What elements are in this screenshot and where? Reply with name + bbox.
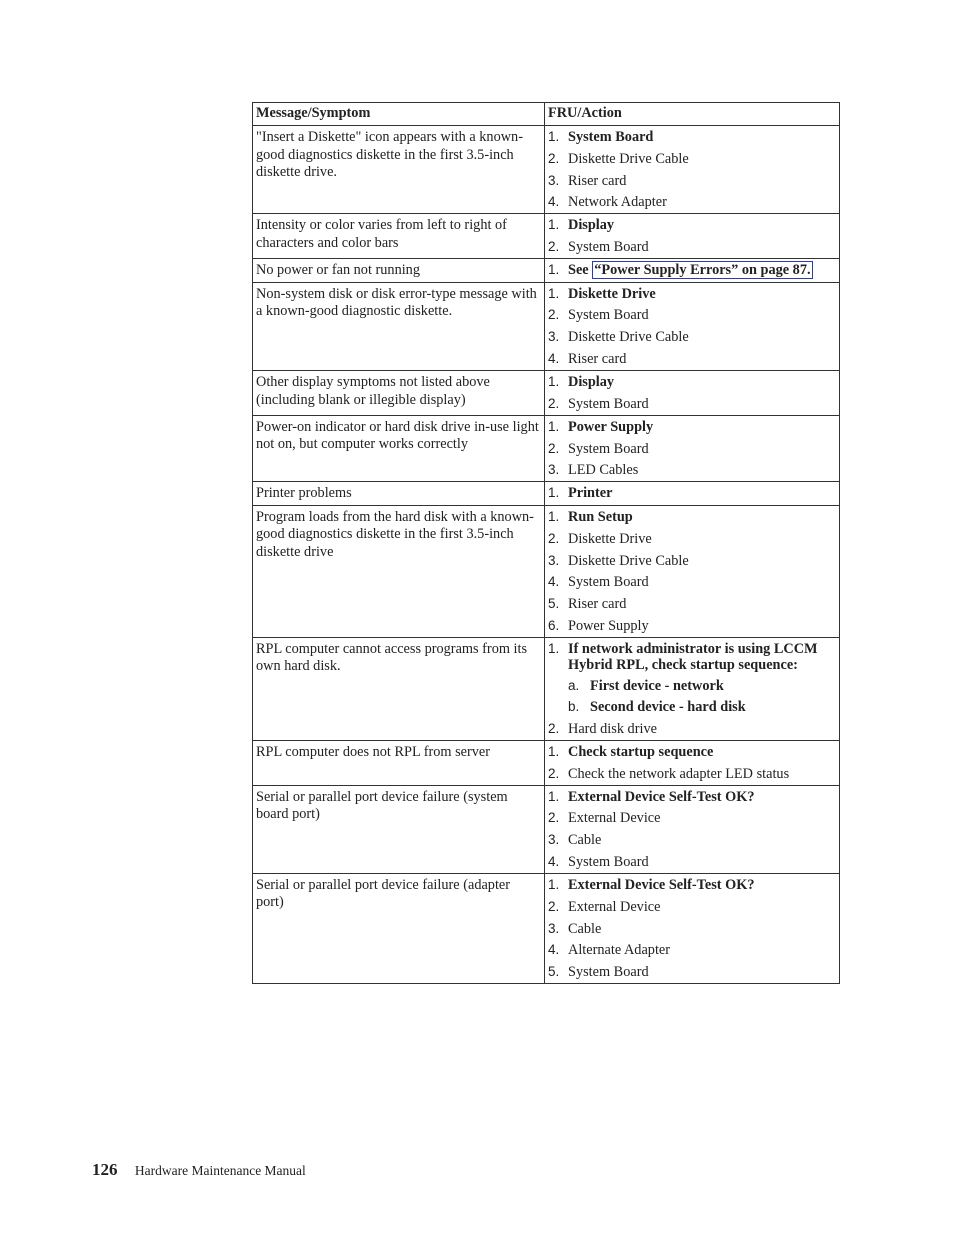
action-number: 2. — [548, 720, 560, 736]
symptom-cell: Serial or parallel port device failure (adapter port) — [253, 873, 545, 983]
action-number: 2. — [548, 307, 560, 323]
action-number: 3. — [548, 920, 560, 936]
action-body — [568, 596, 835, 612]
action-list — [548, 641, 835, 737]
action-number: 5. — [548, 596, 560, 612]
action-item — [548, 942, 835, 958]
action-list — [548, 129, 835, 210]
action-text: External Device Self-Test OK? — [568, 876, 755, 893]
action-cell — [545, 214, 840, 259]
action-text: Run Setup — [568, 508, 633, 525]
action-number: 6. — [548, 617, 560, 633]
action-number: 1. — [548, 285, 560, 301]
action-item — [548, 641, 835, 715]
action-body — [568, 574, 835, 590]
table-row — [253, 259, 840, 283]
symptom-cell: "Insert a Diskette" icon appears with a known-good diagnostics diskette in the first 3.5-inch diskette drive. — [253, 126, 545, 214]
action-item — [548, 374, 835, 390]
sub-action-item — [568, 699, 835, 715]
action-item — [548, 618, 835, 634]
action-body — [568, 129, 835, 145]
action-list — [548, 217, 835, 255]
symptom-cell: Printer problems — [253, 482, 545, 506]
action-text: Cable — [568, 832, 602, 849]
action-text: Printer — [568, 485, 613, 502]
action-number: 5. — [548, 964, 560, 980]
action-item — [548, 766, 835, 782]
action-item — [548, 173, 835, 189]
action-body — [568, 921, 835, 937]
action-text: Display — [568, 374, 615, 391]
action-body — [568, 832, 835, 848]
manual-title: Hardware Maintenance Manual — [134, 1163, 306, 1178]
action-number: 2. — [548, 239, 560, 255]
action-text: Diskette Drive — [568, 285, 656, 302]
sub-action-text: Second device - hard disk — [590, 698, 746, 715]
action-text: If network administrator is using LCCM Hybrid RPL, check startup sequence: — [568, 640, 818, 673]
action-item — [548, 832, 835, 848]
action-body — [568, 509, 835, 525]
action-text: Power Supply — [568, 617, 649, 634]
action-body — [568, 173, 835, 189]
sub-action-text: First device - network — [590, 677, 724, 694]
action-item — [548, 509, 835, 525]
table-row — [253, 505, 840, 637]
action-body — [568, 307, 835, 323]
action-body — [568, 419, 835, 435]
action-number: 3. — [548, 832, 560, 848]
action-body — [568, 854, 835, 870]
action-cell — [545, 371, 840, 416]
action-item — [548, 441, 835, 457]
action-item — [548, 462, 835, 478]
action-number: 1. — [548, 129, 560, 144]
action-text: System Board — [568, 395, 649, 412]
action-list — [548, 744, 835, 782]
action-item — [548, 396, 835, 412]
action-item — [548, 531, 835, 547]
action-number: 2. — [548, 530, 560, 546]
action-body — [568, 462, 835, 478]
action-number: 2. — [548, 440, 560, 456]
action-number: 1. — [548, 217, 560, 233]
action-text: External Device — [568, 898, 661, 915]
table-row — [253, 282, 840, 370]
action-item — [548, 789, 835, 805]
action-item — [548, 419, 835, 435]
action-text: Diskette Drive Cable — [568, 329, 689, 346]
action-text: Cable — [568, 920, 602, 937]
action-item — [548, 964, 835, 980]
action-cell — [545, 282, 840, 370]
action-body — [568, 618, 835, 634]
action-text: Diskette Drive Cable — [568, 552, 689, 569]
action-text: System Board — [568, 964, 649, 981]
action-body — [568, 810, 835, 826]
symptom-cell: RPL computer cannot access programs from its own hard disk. — [253, 637, 545, 740]
action-number: 2. — [548, 898, 560, 914]
column-header-fru-action: FRU/Action — [545, 103, 840, 126]
action-number: 2. — [548, 765, 560, 781]
table-row — [253, 637, 840, 740]
action-number: 3. — [548, 329, 560, 345]
action-text: Alternate Adapter — [568, 942, 671, 959]
action-item — [548, 877, 835, 893]
action-text: System Board — [568, 129, 654, 145]
action-cell — [545, 126, 840, 214]
action-body — [568, 217, 835, 233]
action-item — [548, 921, 835, 937]
table-row — [253, 415, 840, 482]
action-body — [568, 485, 835, 501]
action-number: 1. — [548, 262, 560, 278]
action-text: See — [568, 262, 589, 279]
table-row — [253, 371, 840, 416]
action-text: Check the network adapter LED status — [568, 765, 790, 782]
action-item — [548, 194, 835, 210]
action-number: 4. — [548, 194, 560, 210]
action-list — [548, 789, 835, 870]
action-body — [568, 721, 835, 737]
action-text: System Board — [568, 574, 649, 591]
symptom-cell: Power-on indicator or hard disk drive in-use light not on, but computer works correctly — [253, 415, 545, 482]
table-header-row — [253, 103, 840, 126]
action-number: 1. — [548, 508, 560, 524]
sub-action-letter: b. — [568, 698, 580, 714]
symptom-cell: Serial or parallel port device failure (system board port) — [253, 785, 545, 873]
action-cell — [545, 873, 840, 983]
table-row — [253, 214, 840, 259]
column-header-symptom: Message/Symptom — [253, 103, 545, 126]
action-text: External Device Self-Test OK? — [568, 788, 755, 805]
sub-action-letter: a. — [568, 677, 580, 693]
action-number: 1. — [548, 485, 560, 501]
table-row — [253, 126, 840, 214]
action-number: 4. — [548, 574, 560, 590]
action-number: 1. — [548, 418, 560, 434]
action-body — [568, 441, 835, 457]
action-cell — [545, 740, 840, 785]
action-text: Hard disk drive — [568, 720, 657, 737]
action-item — [548, 899, 835, 915]
action-item — [548, 217, 835, 233]
action-item — [548, 151, 835, 167]
action-number: 1. — [548, 640, 560, 656]
table-body — [253, 126, 840, 984]
action-cell — [545, 505, 840, 637]
action-number: 1. — [548, 374, 560, 390]
action-text: Display — [568, 217, 615, 234]
action-body — [568, 286, 835, 302]
action-text: Riser card — [568, 351, 627, 368]
action-text: System Board — [568, 239, 649, 256]
action-body — [568, 151, 835, 167]
action-item — [548, 721, 835, 737]
action-number: 4. — [548, 351, 560, 367]
action-body — [568, 396, 835, 412]
action-text: System Board — [568, 440, 649, 457]
action-body — [568, 194, 835, 210]
action-body — [568, 744, 835, 760]
action-item — [548, 307, 835, 323]
sub-action-item — [568, 678, 835, 694]
action-item — [548, 129, 835, 145]
action-body — [568, 877, 835, 893]
table-row — [253, 740, 840, 785]
action-text: System Board — [568, 853, 649, 870]
action-text: System Board — [568, 307, 649, 324]
action-body — [568, 239, 835, 255]
action-item — [548, 854, 835, 870]
action-list — [548, 485, 835, 501]
action-cell — [545, 785, 840, 873]
symptom-cell: Other display symptoms not listed above (including blank or illegible display) — [253, 371, 545, 416]
action-item — [548, 596, 835, 612]
action-text: Power Supply — [568, 418, 654, 435]
action-cell — [545, 482, 840, 506]
action-body — [568, 262, 835, 278]
action-text: Riser card — [568, 596, 627, 613]
action-body — [568, 899, 835, 915]
action-item — [548, 553, 835, 569]
action-text: Riser card — [568, 172, 627, 189]
action-text: Diskette Drive — [568, 530, 652, 547]
sub-action-list — [568, 678, 835, 715]
action-text: Network Adapter — [568, 194, 667, 211]
action-cell — [545, 637, 840, 740]
action-list — [548, 286, 835, 367]
action-text: Diskette Drive Cable — [568, 150, 689, 167]
action-text: Check startup sequence — [568, 743, 714, 760]
action-body — [568, 789, 835, 805]
action-body — [568, 374, 835, 390]
action-item — [548, 351, 835, 367]
power-supply-errors-link[interactable]: “Power Supply Errors” on page 87. — [594, 262, 811, 279]
symptom-cell: Program loads from the hard disk with a known-good diagnostics diskette in the first 3.5-inch diskette drive — [253, 505, 545, 637]
symptom-cell: RPL computer does not RPL from server — [253, 740, 545, 785]
action-cell — [545, 259, 840, 283]
action-number: 3. — [548, 462, 560, 478]
action-item — [548, 329, 835, 345]
action-item — [548, 239, 835, 255]
action-cell — [545, 415, 840, 482]
page-footer — [92, 1160, 306, 1180]
action-number: 1. — [548, 876, 560, 892]
action-list — [548, 509, 835, 634]
symptom-cell: Intensity or color varies from left to right of characters and color bars — [253, 214, 545, 259]
action-item — [548, 485, 835, 501]
action-body — [568, 553, 835, 569]
action-number: 1. — [548, 743, 560, 759]
action-body — [568, 964, 835, 980]
action-number: 2. — [548, 150, 560, 166]
action-number: 1. — [548, 788, 560, 804]
action-body — [568, 942, 835, 958]
action-number: 4. — [548, 853, 560, 869]
action-list — [548, 374, 835, 412]
action-item — [548, 810, 835, 826]
action-list — [548, 262, 835, 278]
symptom-cell: No power or fan not running — [253, 259, 545, 283]
action-item — [548, 744, 835, 760]
action-number: 2. — [548, 395, 560, 411]
action-body — [568, 329, 835, 345]
action-number: 3. — [548, 172, 560, 188]
action-number: 4. — [548, 942, 560, 958]
page-number: 126 — [92, 1160, 118, 1179]
action-number: 2. — [548, 810, 560, 826]
table-row — [253, 785, 840, 873]
action-text: External Device — [568, 810, 661, 827]
fru-table — [252, 102, 840, 984]
action-body — [568, 641, 835, 715]
action-item — [548, 262, 835, 278]
symptom-cell: Non-system disk or disk error-type message with a known-good diagnostic diskette. — [253, 282, 545, 370]
action-item — [548, 286, 835, 302]
table-row — [253, 873, 840, 983]
action-number: 3. — [548, 552, 560, 568]
action-body — [568, 531, 835, 547]
action-body — [568, 766, 835, 782]
action-text: LED Cables — [568, 462, 639, 479]
action-list — [548, 877, 835, 980]
action-list — [548, 419, 835, 479]
action-body — [568, 351, 835, 367]
action-item — [548, 574, 835, 590]
table-row — [253, 482, 840, 506]
